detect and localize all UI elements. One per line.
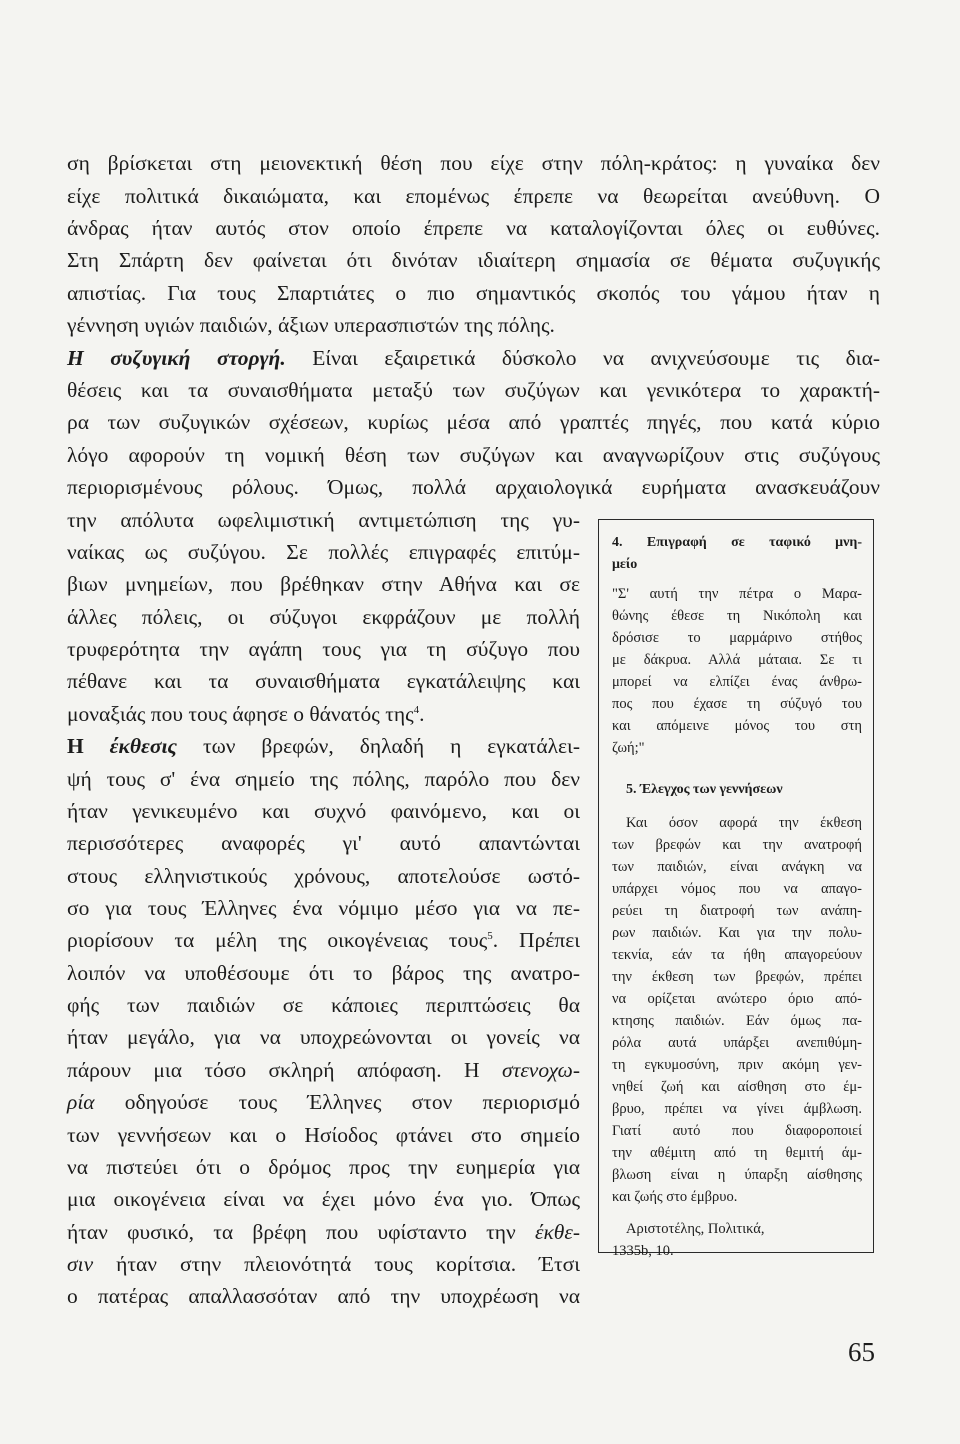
text-fragment: των βρεφών, δηλαδή η εγκατάλει- [177,734,580,758]
text-line: λοιπόν να υποθέσουμε ότι το βάρος της ανατρο- [67,961,580,985]
text-line: ήταν μεγάλο, για να υποχρεώνονται οι γονείς να [67,1025,580,1049]
sidebar-line: Γιατί αυτό που διαφοροποιεί [612,1123,862,1139]
sidebar-heading-5: 5. Έλεγχος των γεννήσεων [626,782,783,797]
sidebar-source: 1335b, 10. [612,1243,674,1259]
text-line: ψή τους σ' ένα σημείο της πόλης, παρόλο που δεν [67,767,580,791]
sidebar-line: και απόμεινε μόνος του στη [612,718,862,734]
text-line [67,345,880,371]
text-line: γέννηση υγιών παιδιών, άξιων υπερασπιστών της πόλης. [67,313,555,337]
text-line: ρα των συζυγικών σχέσεων, κυρίως μέσα από γραπτές πηγές, που κατά κύριο [67,410,880,434]
text-line: ο πατέρας απαλλασσόταν από την υποχρέωση να [67,1284,580,1308]
sidebar-line: ρόλα αυτά υπάρξει ανεπιθύμη- [612,1035,862,1051]
sidebar-source: Αριστοτέλης, Πολιτικά, [626,1221,765,1237]
text-fragment: οδηγούσε τους Έλληνες στον περιορισμό [94,1090,580,1114]
text-line [67,1089,580,1115]
text-fragment: . Πρέπει [492,928,581,952]
text-fragment: ρία [67,1090,95,1114]
text-line: ση βρίσκεται στη μειονεκτική θέση που είχε στην πόλη-κράτος: η γυναίκα δεν [67,151,880,175]
sidebar-line: δρόσισε το μαρμάρινο στήθος [612,630,862,646]
text-line [67,927,580,953]
text-line: πέθανε και τα συναισθήματα εγκατάλειψης και [67,669,580,693]
text-fragment: ήταν φυσικό, τα βρέφη που υφίσταντο την [67,1220,536,1244]
sidebar-heading-4: 4. Επιγραφή σε ταφικό μνη- [612,535,862,550]
sidebar-line: των παιδιών, είναι ανάγκη να [612,859,862,875]
sidebar-line: μπορεί να ελπίζει ένας άνθρω- [612,674,862,690]
sidebar-line: βρυο, πρέπει να γίνει άμβλωση. [612,1101,862,1117]
text-line: ήταν γενικευμένο και συχνό φαινόμενο, και οι [67,799,580,823]
text-line: άλλες πόλεις, οι σύζυγοι εκφράζουν με πολλή [67,605,580,629]
text-line [67,1219,580,1245]
sidebar-line: ζωή;" [612,740,645,756]
text-line: των γεννήσεων και ο Ησίοδος φτάνει στο σημείο [67,1123,580,1147]
text-line: να πιστεύει ότι ο δρόμος προς την ευημερία για [67,1155,580,1179]
sidebar-line: να ορίζεται ανώτερο όριο από- [612,991,862,1007]
text-fragment: πάρουν μια τόσο σκληρή απόφαση. Η [67,1058,503,1082]
text-line: θέσεις και τα συναισθήματα μεταξύ των συζύγων και γενικότερα το χαρακτή- [67,378,880,402]
text-line: ναίκας ως συζύγου. Σε πολλές επιγραφές επιτύμ- [67,540,580,564]
text-fragment: Είναι εξαιρετικά δύσκολο να ανιχνεύσουμε τις δια- [285,346,881,370]
sidebar-line: βλωση είναι η ύπαρξη αίσθησης [612,1167,862,1183]
text-line: φής των παιδιών σε κάποιες περιπτώσεις θα [67,993,580,1017]
text-line: μοναξιάς που τους άφησε ο θάνατός της$^4$. [67,702,425,726]
text-line [67,1057,580,1083]
text-fragment: σιν [67,1252,94,1276]
text-line: την απόλυτα ωφελιμιστική αντιμετώπιση της γυ- [67,508,580,532]
text-line: λόγο αφορούν τη νομική θέση των συζύγων και αναγνωρίζουν στις συζύγους [67,443,880,467]
text-fragment: ριορίσουν τα μέλη της οικογένειας τους [67,928,488,952]
text-fragment: μοναξιάς που τους άφησε ο θάνατός της [67,702,414,726]
sidebar-line: με δάκρυα. Αλλά μάταια. Σε τι [612,652,862,668]
text-line: τρυφερότητα την αγάπη τους για τη σύζυγο που [67,637,580,661]
sidebar-line: και ζωής στο έμβρυο. [612,1189,738,1205]
sidebar-heading-4: μείο [612,557,638,572]
section-heading-ekthesi: έκθεσις [109,734,178,758]
sidebar-line: πος που έχασε τη σύζυγό του [612,696,862,712]
text-line: απιστίας. Για τους Σπαρτιάτες ο πιο σημαντικός σκοπός του γάμου ήταν η [67,281,880,305]
text-line [67,1251,580,1277]
sidebar-line: την έκθεση των βρεφών, πρέπει [612,969,862,985]
footnote-ref-5: 5 [487,929,493,942]
sidebar-line: κτησης παιδιών. Εάν όμως πα- [612,1013,862,1029]
text-line [67,733,580,759]
sidebar-line: θώνης έθεσε τη Νικόπολη και [612,608,862,624]
text-line: άνδρας ήταν αυτός στον οποίο έπρεπε να καταλογίζονται όλες οι ευθύνες. [67,216,880,240]
sidebar-line: τεκνία, εάν τα ήθη απαγορεύουν [612,947,862,963]
text-line: περισσότερες αναφορές γι' αυτό απαντώνται [67,831,580,855]
text-fragment: στενοχω- [502,1058,580,1082]
text-line: σο για τους Έλληνες ένα νόμιμο μέσο για να πε- [67,896,580,920]
text-line: περιορισμένους ρόλους. Όμως, πολλά αρχαιολογικά ευρήματα ανασκευάζουν [67,475,880,499]
text-line: μια οικογένεια είναι να έχει μόνο ένα γιο. Όπως [67,1187,580,1211]
text-fragment: έκθε- [535,1220,580,1244]
sidebar-line: την αθέμιτη από τη θεμιτή άμ- [612,1145,862,1161]
sidebar-line: τη εγκυμοσύνη, πριν ακόμη γεν- [612,1057,862,1073]
section-heading-storgi: Η συζυγική στοργή. [67,346,286,370]
sidebar-line: ρων παιδιών. Και για την πολυ- [612,925,862,941]
sidebar-line: των βρεφών και την ανατροφή [612,837,862,853]
text-fragment: Η [67,734,110,758]
text-line: βιων μνημείων, που βρέθηκαν στην Αθήνα και σε [67,572,580,596]
page-number: 65 [848,1337,875,1367]
sidebar-line: ρεύει τη διατροφή των ανάπη- [612,903,862,919]
footnote-ref-4: 4 [413,703,420,716]
sidebar-line: Και όσον αφορά την έκθεση [626,815,862,831]
sidebar-line: "Σ' αυτή την πέτρα ο Μαρα- [612,586,862,602]
text-line: Στη Σπάρτη δεν φαίνεται ότι δινόταν ιδιαίτερη σημασία σε θέματα συζυγικής [67,248,880,272]
text-line: στους ελληνιστικούς χρόνους, αποτελούσε ωστό- [67,864,580,888]
sidebar-line: υπάρχει νόμος που να απαγο- [612,881,862,897]
sidebar-line: νηθεί ζωή και αίσθηση στο έμ- [612,1079,862,1095]
text-fragment: ήταν στην πλειονότητά τους κορίτσια. Έτσι [93,1252,580,1276]
text-line: είχε πολιτικά δικαιώματα, και επομένως έπρεπε να θεωρείται ανεύθυνη. Ο [67,184,880,208]
